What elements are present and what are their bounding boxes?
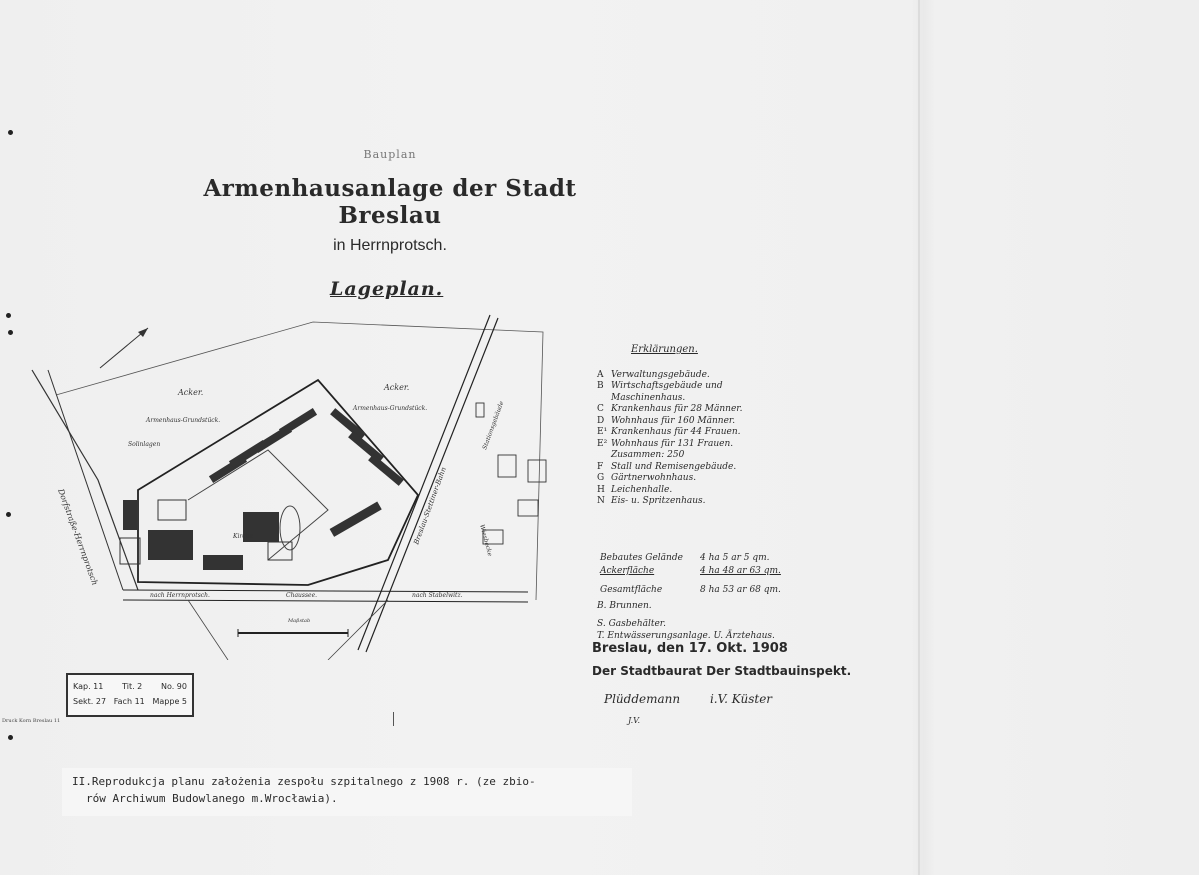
legend-key: B	[597, 381, 604, 391]
legend-item	[597, 473, 887, 485]
buildings	[123, 408, 404, 570]
paper-fold	[918, 0, 920, 875]
legend-key	[597, 393, 611, 405]
punch-hole	[8, 330, 13, 335]
punch-hole	[8, 735, 13, 740]
area-row: Gesamtfläche 8 ha 53 ar 68 qm.	[600, 585, 781, 595]
label-kirche: Kirche	[233, 533, 254, 540]
official-titles: Der Stadtbaurat Der Stadtbauinspekt.	[592, 664, 852, 678]
legend-item	[597, 370, 887, 382]
legend-key	[597, 450, 611, 462]
legend-item	[597, 404, 887, 416]
area-summary	[600, 552, 781, 597]
legend-text: Leichenhalle.	[611, 484, 673, 495]
legend-key: F	[597, 461, 604, 472]
scale-bar	[238, 629, 348, 637]
printer-mark: Druck Korn Breslau 11	[2, 718, 61, 724]
legend-item	[597, 439, 887, 451]
area-row: Ackerfläche 4 ha 48 ar 63 qm.	[600, 566, 781, 576]
legend-text: Wohnhaus für 131 Frauen.	[611, 438, 734, 449]
legend-text: Wohnhaus für 160 Männer.	[611, 415, 736, 426]
label-acker-left: Acker.	[178, 388, 204, 397]
legend-text: Gärtnerwohnhaus.	[611, 473, 697, 483]
plan-subtitle: in Herrnprotsch.	[333, 237, 447, 254]
legend-key: A	[597, 369, 604, 380]
label-road-herrnprotsch: nach Herrnprotsch.	[150, 592, 210, 599]
stamp-fach: Fach 11	[113, 697, 145, 706]
legend-text: Wirtschaftsgebäude und	[611, 381, 723, 391]
punch-hole	[6, 313, 11, 318]
signatures	[604, 692, 772, 706]
label-grund-left: Armenhaus-Grundstück.	[146, 417, 221, 424]
label-chaussee: Chaussee.	[286, 592, 318, 599]
signature-1: Plüddemann	[604, 692, 681, 706]
legend	[597, 344, 887, 508]
north-arrow-icon	[100, 328, 148, 368]
legend-text: Stall und Remisengebäude.	[611, 461, 737, 472]
label-road-stabelwitz: nach Stabelwitz.	[412, 592, 463, 599]
lageplan-title: Lageplan.	[330, 278, 444, 300]
stamp-mappe: Mappe 5	[152, 697, 187, 706]
stamp-sekt: Sekt. 27	[73, 697, 107, 706]
label-station: Stationsgebäude	[481, 400, 506, 451]
label-grund-right: Armenhaus-Grundstück.	[353, 405, 428, 412]
over-title: Bauplan	[363, 148, 417, 161]
caption-line-1: II.Reprodukcja planu założenia zespołu szpitalnego z 1908 r. (ze zbio-	[72, 775, 536, 788]
archive-caption	[62, 768, 632, 816]
label-scale: Maßstab	[288, 618, 311, 624]
legend-item	[597, 393, 887, 405]
stamp-kap: Kap. 11	[73, 682, 104, 691]
date-line: Breslau, den 17. Okt. 1908	[592, 641, 788, 656]
plan-title: Armenhausanlage der Stadt Breslau	[203, 175, 577, 229]
legend-key: E²	[597, 438, 608, 449]
stamp-no: No. 90	[160, 682, 187, 691]
legend-text: Verwaltungsgebäude.	[611, 369, 710, 380]
signature-2: i.V. Küster	[709, 692, 773, 706]
legend-text: Maschinenhaus.	[611, 392, 686, 403]
railway-line	[358, 315, 490, 650]
stamp-tit: Tit. 2	[122, 682, 143, 691]
legend-key: G	[597, 473, 605, 483]
punch-hole	[8, 130, 13, 135]
legend-item	[597, 462, 887, 474]
margin-tick	[393, 712, 394, 726]
parcel-boundary	[56, 322, 543, 600]
legend-item	[597, 416, 887, 428]
punch-hole	[6, 512, 11, 517]
legend-title: Erklärungen.	[631, 344, 698, 355]
archive-stamp	[66, 673, 194, 717]
legend-key: E¹	[597, 427, 608, 437]
legend-key: H	[597, 484, 605, 495]
roundabout	[280, 506, 300, 550]
plan-heading	[150, 148, 630, 255]
legend-text: Eis- u. Spritzenhaus.	[611, 496, 706, 506]
legend-item	[597, 427, 887, 439]
legend-item	[597, 485, 887, 497]
extra-item: B. Brunnen.	[597, 601, 652, 611]
legend-key: N	[597, 496, 605, 506]
legend-text: Krankenhaus für 28 Männer.	[611, 404, 743, 414]
iv-mark: J.V.	[628, 716, 641, 725]
label-village-street: Dorfstraße-Herrnprotsch	[56, 487, 100, 587]
legend-key: C	[597, 404, 604, 414]
site-plan-map	[28, 300, 558, 660]
extra-item: T. Entwässerungsanlage. U. Ärztehaus.	[597, 631, 775, 641]
legend-key: D	[597, 415, 605, 426]
caption-line-2: rów Archiwum Budowlanego m.Wrocławia).	[86, 792, 338, 805]
legend-item	[597, 381, 887, 393]
label-factory: Wiesbecke	[478, 523, 494, 557]
label-railway: Breslau-Stettiner-Bahn	[412, 466, 448, 546]
legend-item	[597, 450, 887, 462]
extra-item: S. Gasbehälter.	[597, 619, 666, 629]
extra-legend	[597, 600, 775, 642]
area-row: Bebautes Gelände 4 ha 5 ar 5 qm.	[600, 553, 770, 563]
label-solinlagen: Solinlagen	[128, 441, 161, 448]
legend-text: Krankenhaus für 44 Frauen.	[611, 427, 741, 437]
signature-block	[592, 641, 851, 678]
label-acker-right: Acker.	[384, 383, 410, 392]
legend-item	[597, 496, 887, 508]
legend-text: Zusammen: 250	[611, 450, 685, 460]
